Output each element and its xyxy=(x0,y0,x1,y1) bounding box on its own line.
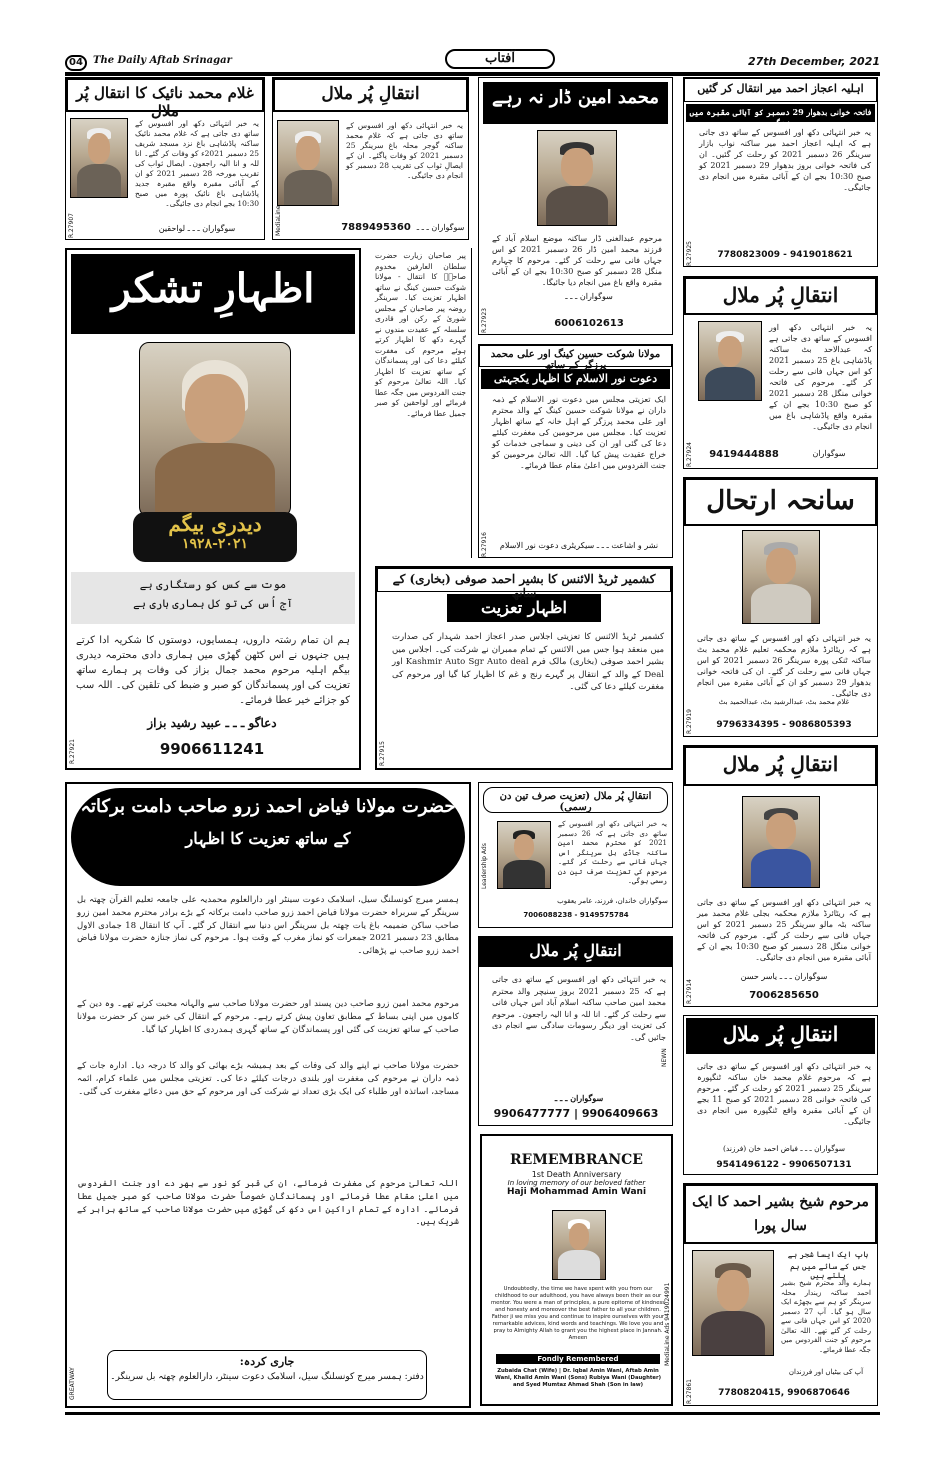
ad-ref: R.27923 xyxy=(481,308,488,333)
ad-subtitle: اظہار تعزیت xyxy=(447,594,601,622)
ad-ref: MediaLine xyxy=(275,205,282,236)
deceased-photo xyxy=(742,530,820,624)
obituary-ad-amin-dar xyxy=(478,77,673,335)
ad-body: یہ خبر انتہائی دکھ اور افسوس کے ساتھ دی جاتی ہے کہ غلام محمد ساکنہ گوجر محلہ باغ سرینگر 25 دسمبر 2021 کو وفات پاگئے۔ ان کے ایصالِ ثواب کی تقریب 28 دسمبر کو انجام دی جائیگی۔ xyxy=(346,121,463,180)
ad-title: محمد امین ڈار نہ رہے xyxy=(483,82,668,124)
ad-signature: سوگواران ـ ـ ـ لواحقین xyxy=(158,224,236,233)
couplet-box xyxy=(71,572,355,624)
contact-phone: 6006102613 xyxy=(554,318,624,329)
ad-ref: NEWN xyxy=(661,1048,668,1067)
article-paragraph-1: ہمسر میرج کونسلنگ سیل، اسلامک دعوت سینٹر اور دارالعلوم محمدیہ علی جامعہ تعلیم القرآن چھتہ بل سرینگر کے سربراہ حضرت مولانا فیاض احمد زرو صاحب دامت برکاتہ کے بڑے برادر محترم محمد امین زرو صاحب ساکن ضمیمہ باغ یات چھتہ بل سرینگر اس دنیا سے انتقال کر گئے۔ آپ کا انتقال 18 جمادی الاول مطابق 23 دسمبر 2021 جمعرات کو نماز مغرب کے وقت ہوا۔ مرحوم کی نماز جنازہ حضرت مولانا فیاض احمد زرو صاحب نے پڑھائی۔ xyxy=(77,895,460,957)
anniversary-ad-sheikh xyxy=(683,1183,878,1406)
contact-phone: 9906611241 xyxy=(159,740,265,758)
ad-ref: Leadership Ads xyxy=(481,843,488,889)
obituary-ad-2 xyxy=(272,77,469,240)
ad-title: انتقالِ پُر ملال xyxy=(684,746,877,786)
couplet-line-1: باپ ایک ایسا شجر ہے xyxy=(787,1250,869,1259)
contact-phone: 7889495360 xyxy=(341,222,411,233)
condolence-ad-noor-islam xyxy=(478,344,673,558)
gratitude-ad xyxy=(65,248,361,770)
ad-ref: R.27921 xyxy=(69,739,76,764)
ad-subtitle: دعوت نور الاسلام کا اظہار یکجہتی xyxy=(481,369,670,389)
deceased-photo xyxy=(70,118,128,198)
ad-body: یہ خبر انتہائی دکھ اور افسوس کے ساتھ دی جاتی ہے کہ ریٹائرڈ ملازم محکمہ بجلی غلام محمد میر ساکنہ بٹہ مالو سرینگر 25 دسمبر 2021 کو اس جہاں فانی سے رحلت کر گئے۔ مرحوم کی فاتحہ خوانی منگل 28 دسمبر کو صبح 10:30 بجے ان کے آبائی مقبرہ میں انجام دی جائیگی۔ xyxy=(697,898,871,962)
ad-title: سانحہ ارتحال xyxy=(684,478,877,526)
ad-ref: R.27925 xyxy=(686,241,693,266)
page-header xyxy=(65,51,880,71)
contact-phone: 9541496122 - 9906507131 xyxy=(716,1160,852,1170)
article-paragraph-4: اللہ تعالیٰ مرحوم کی مغفرت فرمائے، ان کی قبر کو نور سے بھر دے اور جنت الفردوس میں اعلیٰ مقام عطا فرمائے اور پسماندگان خصوصاً حضرت مولانا صاحب کو صبر جمیل عطا فرمائے۔ ادارہ کے تمام اراکین اس دکھ کی گھڑی میں حضرت مولانا صاحب کے ساتھ برابر کے شریک ہیں۔ xyxy=(77,1179,459,1228)
issuer-box xyxy=(107,1350,427,1400)
ad-ref: R.27915 xyxy=(379,741,386,766)
tribute-text: Undoubtedly, the time we have spent with you from our childhood to our adulthood, you have always been their as our mentor. You were a man of principles, a pure epitome of kindness and honesty and moreover the best father to all your children. Father ji we miss you and continue to inspire ourselves with your remarkable advices, kind words and teachings. We love you and pray to Almighty Allah to grant you the highest place in Jannah. Ameen xyxy=(490,1286,666,1341)
ad-title: انتقالِ پُر ملال xyxy=(273,78,468,112)
ad-signature: سوگواران ـ ـ ـ xyxy=(554,1093,604,1103)
article-paragraph-2: مرحوم محمد امین زرو صاحب دین پسند اور حضرت مولانا صاحب سے والہانہ محبت کرتے تھے۔ وہ دین کے کاموں میں اپنی بساط کے مطابق تعاون پیش کرتے رہے۔ مرحوم کے انتقال کی خبر سن کر حضرت مولانا صاحب کے ساتھ تعزیت کی گئی اور پسماندگان کے ساتھ گہری ہمدردی کا اظہار کیا گیا۔ xyxy=(77,999,459,1035)
article-subtitle: کے ساتھ تعزیت کا اظہار xyxy=(185,829,351,848)
ad-body: یہ خبر انتہائی دکھ اور افسوس کے ساتھ دی جاتی ہے کہ 25 دسمبر 2021 بروز سنیچر والد محترم محمد امین صاحب ساکنہ اسلام آباد اس جہاں فانی سے رحلت کر گئے۔ انا للہ و انا الیہ راجعون۔ مرحوم کی تعزیت اور دیگر رسومات سادگی سے انجام دی جائیں گی۔ xyxy=(492,975,666,1042)
ad-ref: R.27914 xyxy=(686,979,693,1004)
ad-signature: سوگواران xyxy=(812,449,846,458)
article-title: حضرت مولانا فیاض احمد زرو صاحب دامت برکاتہ xyxy=(80,796,456,817)
issuer-office: دفتر: ہمسر میرج کونسلنگ سیل، اسلامک دعوت سینٹر، دارالعلوم چھتہ بل سرینگر۔ xyxy=(110,1372,424,1382)
page-number: 04 xyxy=(65,55,87,71)
contact-phone: 7006088238 - 9149575784 xyxy=(523,911,629,919)
couplet-line-2: آج اُس کی تو کل ہماری باری ہے xyxy=(133,597,293,610)
deceased-photo xyxy=(552,1210,606,1280)
contact-phone: 7780823009 - 9419018621 xyxy=(717,250,853,260)
remembrance-ad xyxy=(480,1134,673,1406)
condolence-column: پیر صاحبان زیارت حضرت سلطان العارفین مخدوم صاحبؒ کا انتقال - مولانا شوکت حسین کینگ نے ساتھ اظہار تعزیت کیا۔ سرینگر روضہ پیر صاحبان کے مجلس شوریٰ کے رکن اور قادری سلسلہ کے عقیدت مندوں نے گہرے دکھ کا اظہار کرتے ہوئے مرحوم کی مغفرت کیلئے دعا کی اور پسماندگان کے ساتھ تعزیت کا اظہار کیا۔ اللہ تعالیٰ مرحوم کو جنت الفردوس میں جگہ عطا فرمائے اور لواحقین کو صبر جمیل عطا فرمائے۔ xyxy=(370,248,472,558)
ad-ref: GREATWAY xyxy=(69,1367,76,1400)
ad-ref: R.27924 xyxy=(686,442,693,467)
ad-title: انتقالِ پُر ملال xyxy=(684,277,877,315)
ad-signature: سوگواران ـ ـ ـ فیاض احمد خان (فرزند) xyxy=(722,1144,846,1153)
ad-title: انتقالِ پُر ملال xyxy=(479,937,672,967)
ad-title: انتقالِ پُر ملال (تعزیت صرف تین دن رسمی) xyxy=(483,787,668,813)
ad-ref: R.27916 xyxy=(481,532,488,557)
family-names: Zubaida Chat (Wife) | Dr. Iqbal Amin Wani, Aftab Amin Wani, Khalid Amin Wani (Sons) Rubiya Wani (Daughter) and Syed Mumtaz Ahmad Shah (Son in law) xyxy=(494,1368,662,1388)
remembrance-title: REMEMBRANCE xyxy=(510,1152,643,1168)
ad-body: ہم ان تمام رشتہ داروں، ہمسایوں، دوستوں کا شکریہ ادا کرتے ہیں جنہوں نے اس کٹھن گھڑی میں ہماری دادی محترمہ دیدری بیگم اہلیہ مرحوم محمد جمال بزاز کی وفات پر ہمارے ساتھ تعزیت کی اور پسماندگان کو صبر و ضبط کی تلقین کی۔ اللہ سب کو جزائے خیر عطا فرمائے۔ xyxy=(76,635,350,706)
ad-signature: سوگواران خاندان، فرزند، عامر یعقوب xyxy=(557,897,668,905)
ad-title: انتقالِ پُر ملال xyxy=(686,1018,875,1054)
deceased-photo xyxy=(139,342,291,517)
footer-rule xyxy=(65,1412,880,1415)
fondly-remembered: Fondly Remembered xyxy=(496,1354,660,1364)
deceased-photo xyxy=(537,130,617,226)
ad-body: یہ خبر انتہائی دکھ اور افسوس کے ساتھ دی جاتی ہے کہ مرحوم غلام محمد خان ساکنہ ٹنگپورہ سرینگر 25 دسمبر 2021 کو رحلت کر گئے۔ مرحوم کی فاتحہ خوانی 28 دسمبر 2021 کو صبح 11 بجے ان کے آبائی مقبرہ واقع ٹنگپورہ میں انجام دی جائیگی۔ xyxy=(697,1062,871,1126)
contact-phone: 7780820415, 9906870646 xyxy=(718,1388,850,1398)
ad-body: کشمیر ٹریڈ الائنس کا تعزیتی اجلاس صدر اعجاز احمد شہدار کی صدارت میں منعقد ہوا جس میں الائنس کے تمام ممبران نے شرکت کی۔ اجلاس میں بشیر احمد صوفی (بخاری) مالک فرم Kashmir Auto Sgr Auto deal اور Deal کے والد کے انتقال پر گہرے رنج و غم کا اظہار کیا گیا اور مرحوم کی مغفرت کیلئے دعا کی گئی۔ xyxy=(392,632,664,692)
obituary-ad-10 xyxy=(478,936,673,1126)
deceased-photo xyxy=(698,321,762,401)
issue-date: 27th December, 2021 xyxy=(747,55,880,68)
deceased-photo xyxy=(277,120,339,206)
ad-body: یہ خبر انتہائی دکھ اور افسوس کے ساتھ دی جاتی ہے کہ غلام محمد نائیک ساکنہ پاڈشاہی باغ نزد مسجد شریف 25 دسمبر 2021ء کو وفات کر گئے۔ انا للہ و انا الیہ راجعون۔ ایصال ثواب کی تقریب مورخہ 28 دسمبر 2021 کو ان کے آبائی مقبرہ واقع مقبرہ جدید پاڈشاہی باغ نائیک پورہ میں صبح 10:30 بجے انجام دی جائیگی۔ xyxy=(135,119,259,208)
obituary-ad-11 xyxy=(683,745,878,1007)
masthead-logo: آفتاب xyxy=(445,49,555,69)
ad-body: یہ خبر انتہائی دکھ اور افسوس کے ساتھ دی جاتی ہے کہ عبدالاحد بٹ ساکنہ پاڈشاہی باغ 25 دسمبر 2021 کو اس جہاں فانی سے رحلت کر گئے۔ مرحوم کی فاتحہ خوانی منگل 28 دسمبر 2021 کو صبح 10:30 بجے ان کے مقبرہ واقع پاڈشاہی باغ میں انجام دی جائیگی۔ xyxy=(769,323,872,431)
header-rule xyxy=(65,72,880,76)
ad-title: مولانا شوکت حسین کینگ اور علی محمد پرزگر کے ساتھ xyxy=(479,345,672,367)
deceased-photo xyxy=(692,1250,774,1356)
article-header xyxy=(71,788,465,886)
contact-phone: 9796334395 - 9086805393 xyxy=(716,720,852,730)
ad-signature: سوگواران ـ ـ ـ xyxy=(565,292,613,301)
ad-signature: سوگواران ـ ـ ـ یاسر حسن xyxy=(740,972,828,981)
couplet-line-1: موت سے کس کو رستگاری ہے xyxy=(139,578,287,591)
memory-line: In loving memory of our beloved father xyxy=(507,1179,646,1187)
ad-body: یہ خبر انتہائی دکھ اور افسوس کے ساتھ دی جاتی ہے کہ ریٹائرڈ ملازم محکمہ تعلیم غلام محمد بٹ ساکنہ ٹنکی پورہ سرینگر 26 دسمبر 2021 کو اس جہاں فانی سے رحلت کر گئے۔ ان کی فاتحہ خوانی بدھوار 29 دسمبر کو ان کے آبائی مقبرہ میں انجام دی جائیگی۔ xyxy=(697,634,872,698)
ad-signature: دعاگو ـ ـ ـ عبید رشید بزاز xyxy=(147,716,277,730)
ad-title: اہلیہ اعجاز احمد میر انتقال کر گئیں xyxy=(684,78,877,102)
ad-signature: سوگواران ـ ـ ـ xyxy=(416,223,465,232)
ad-body: ایک تعزیتی مجلس میں دعوت نور الاسلام کے ذمہ داران نے مولانا شوکت حسین کینگ کے والد محترم اور علی محمد پرزگر کے اہل خانہ کے ساتھ اظہار تعزیت کیا۔ مجلس میں مرحومین کی مغفرت کیلئے دعا کی گئی اور ان کی دینی و سماجی خدمات کو خراج عقیدت پیش کیا گیا۔ اللہ تعالیٰ مرحومین کو جنت الفردوس میں اعلیٰ مقام عطا فرمائے۔ xyxy=(492,395,666,470)
ad-body: ہمارے والد محترم شیخ بشیر احمد ساکنہ زیندار محلہ سرینگر کو ہم سے بچھڑے ایک سال ہو گیا۔ آپ 27 دسمبر 2020 کو اس جہاں فانی سے رحلت کر گئے تھے۔ اللہ تعالیٰ مرحوم کو جنت الفردوس میں جگہ عطا فرمائے۔ xyxy=(781,1279,871,1354)
ad-signature: غلام محمد بٹ، عبدالرشید بٹ، عبدالحمید بٹ xyxy=(718,698,850,706)
deceased-name: دیدری بیگم xyxy=(168,512,262,536)
ad-title: اظہارِ تشکر xyxy=(71,254,355,334)
ad-body: یہ خبر انتہائی دکھ اور افسوس کے ساتھ دی جاتی ہے کہ 26 دسمبر 2021 کو محترم محمد امین ساکنہ جاڈی بل سرینگر اس جہاں فانی سے رحلت کر گئے۔ مرحوم کی تعزیت صرف تین دن رسمی ہوگی۔ xyxy=(558,820,667,885)
ad-title: غلام محمد نائیک کا انتقال پُر ملال xyxy=(66,78,264,112)
ad-title: کشمیر ٹریڈ الائنس کا بشیر احمد صوفی (بخاری) کے ساتھ xyxy=(377,568,671,592)
ad-body: یہ خبر انتہائی دکھ اور افسوس کے ساتھ دی جاتی ہے کہ اہلیہ اعجاز احمد میر ساکنہ نواب بازار سرینگر 26 دسمبر 2021 کو رحلت کر گئیں۔ ان کی فاتحہ خوانی بروز بدھوار 29 دسمبر 2021 کو صبح 10:30 بجے ان کے آبائی مقبرہ میں انجام دی جائیگی۔ xyxy=(699,128,871,192)
ad-ref: MediaLine Ads 9419024991 xyxy=(664,1282,671,1366)
obituary-ad-mir xyxy=(683,77,878,267)
article-paragraph-3: حضرت مولانا صاحب نے اپنے والد کی وفات کے بعد ہمیشہ بڑے بھائی کو والد کا درجہ دیا۔ ادارہ جات کے ذمہ داران نے مرحوم کی مغفرت اور بلندی درجات کیلئے دعا کی۔ تعزیتی مجلس میں علماء کرام، ائمہ مساجد، اساتذہ اور طلباء کی ایک بڑی تعداد نے شرکت کی اور مرحوم کے حق میں دعائے مغفرت کی گئی۔ xyxy=(77,1061,459,1097)
deceased-photo xyxy=(742,796,820,888)
condolence-article-maulana xyxy=(65,782,471,1408)
paper-name: The Daily Aftab Srinagar xyxy=(93,55,232,66)
ad-title: مرحوم شیخ بشیر احمد کا ایک سال پورا xyxy=(684,1184,877,1244)
obituary-ad-naik xyxy=(65,77,265,240)
couplet-line-2: جس کے سائے میں ہم پلتے ہیں xyxy=(790,1262,866,1280)
issued-by-label: جاری کردہ: xyxy=(239,1355,295,1368)
name-plate xyxy=(133,512,297,562)
deceased-name: Haji Mohammad Amin Wani xyxy=(506,1187,647,1197)
obituary-ad-5 xyxy=(683,276,878,469)
obituary-ad-12 xyxy=(683,1015,878,1175)
condolence-ad-trade-alliance xyxy=(375,566,673,770)
ad-body: مرحوم عبدالغنی ڈار ساکنہ موضع اسلام آباد کے فرزند محمد امین ڈار 26 دسمبر 2021 کو اس جہاں فانی سے رحلت کر گئے۔ مرحوم کا چہارم منگل 28 دسمبر کو صبح 10:30 بجے ان کے آبائی مقبرہ واقع باغ میں انجام دیا جائیگا۔ xyxy=(492,234,663,287)
anniversary-line: 1st Death Anniversary xyxy=(531,1170,622,1179)
ad-ref: R.27919 xyxy=(686,709,693,734)
ad-signature: نشر و اشاعت ـ ـ ـ سیکریٹری دعوت نور الاسلام xyxy=(499,541,659,550)
contact-phone: 9906477777 | 9906409663 xyxy=(493,1107,659,1120)
ad-ref: R.27861 xyxy=(686,1379,693,1404)
deceased-photo xyxy=(497,821,551,889)
obituary-ad-saniha xyxy=(683,477,878,737)
ad-ref: R.27907 xyxy=(68,213,75,238)
contact-phone: 9419444888 xyxy=(709,449,779,460)
ad-subtitle: فاتحہ خوانی بدھوار 29 دسمبر کو آبائی مقبرہ میں ہوگی xyxy=(686,104,875,122)
obituary-ad-9 xyxy=(478,782,673,928)
ad-signature: آپ کی بیٹیاں اور فرزندان xyxy=(788,1368,864,1376)
contact-phone: 7006285650 xyxy=(749,990,819,1001)
life-years: ۱۹۲۸-۲۰۲۱ xyxy=(182,536,248,552)
